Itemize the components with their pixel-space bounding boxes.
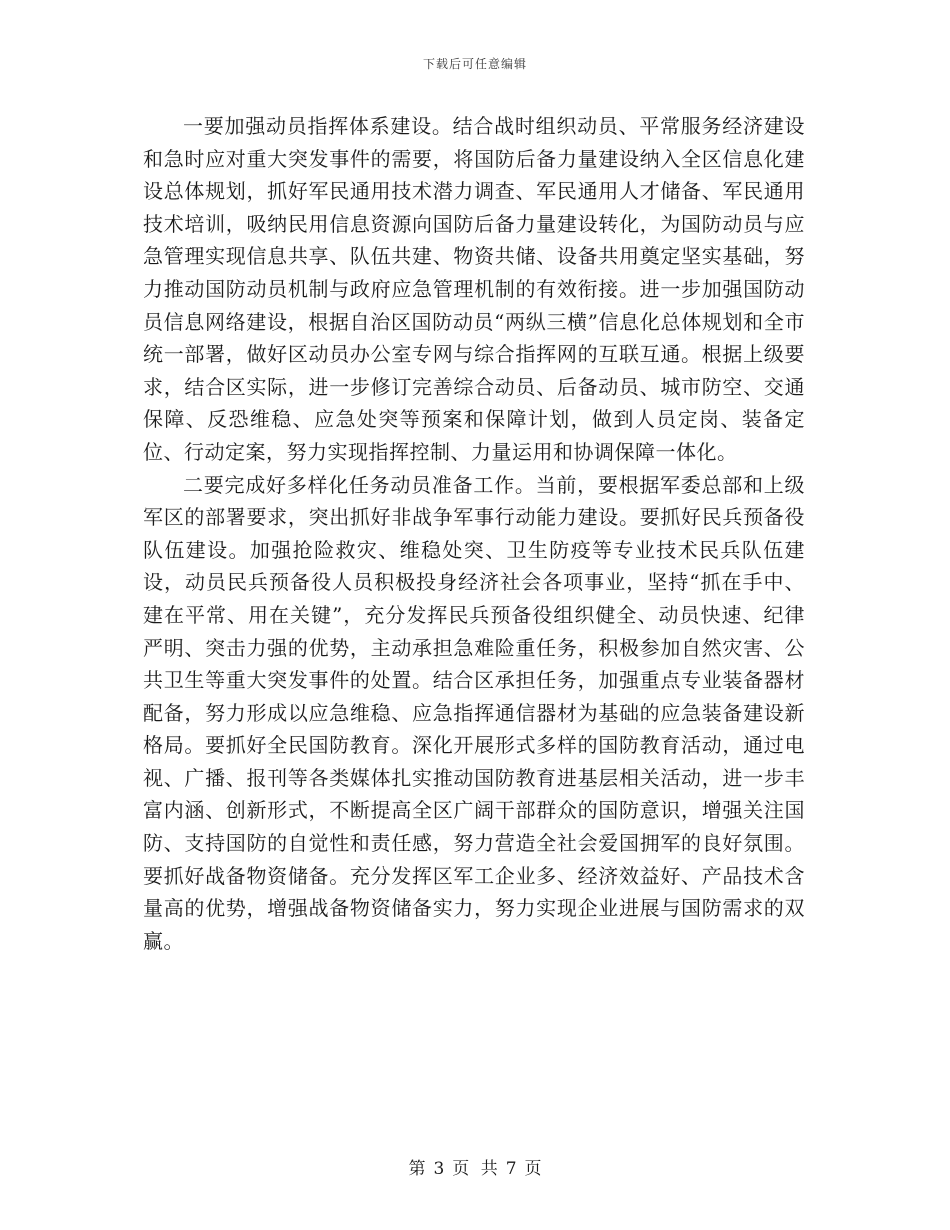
- total-page-number: 7: [505, 1159, 517, 1179]
- document-body: [143, 110, 805, 957]
- footer-prefix: 第: [408, 1159, 426, 1179]
- page-number-footer: [0, 1154, 950, 1179]
- footer-middle: 页 共: [452, 1159, 498, 1179]
- footer-suffix: 页: [524, 1159, 542, 1179]
- header-note: 下载后可任意编辑: [422, 57, 527, 71]
- paragraph-1: 一要加强动员指挥体系建设。结合战时组织动员、平常服务经济建设和急时应对重大突发事件的需要，将国防后备力量建设纳入全区信息化建设总体规划，抓好军民通用技术潜力调查、军民通用人才储备、军民通用技术培训，吸纳民用信息资源向国防后备力量建设转化，为国防动员与应急管理实现信息共享、队伍共建、物资共储、设备共用奠定坚实基础，努力推动国防动员机制与政府应急管理机制的有效衔接。进一步加强国防动员信息网络建设，根据自治区国防动员“两纵三横”信息化总体规划和全市统一部署，做好区动员办公室专网与综合指挥网的互联互通。根据上级要求，结合区实际，进一步修订完善综合动员、后备动员、城市防空、交通保障、反恐维稳、应急处突等预案和保障计划，做到人员定岗、装备定位、行动定案，努力实现指挥控制、力量运用和协调保障一体化。: [143, 114, 805, 464]
- paragraph-2: 二要完成好多样化任务动员准备工作。当前，要根据军委总部和上级军区的部署要求，突出抓好非战争军事行动能力建设。要抓好民兵预备役队伍建设。加强抢险救灾、维稳处突、卫生防疫等专业技术民兵队伍建设，动员民兵预备役人员积极投身经济社会各项事业，坚持“抓在手中、建在平常、用在关键”，充分发挥民兵预备役组织健全、动员快速、纪律严明、突击力强的优势，主动承担急难险重任务，积极参加自然灾害、公共卫生等重大突发事件的处置。结合区承担任务，加强重点专业装备器材配备，努力形成以应急维稳、应急指挥通信器材为基础的应急装备建设新格局。要抓好全民国防教育。深化开展形式多样的国防教育活动，通过电视、广播、报刊等各类媒体扎实推动国防教育进基层相关活动，进一步丰富内涵、创新形式，不断提高全区广阔干部群众的国防意识，增强关注国防、支持国防的自觉性和责任感，努力营造全社会爱国拥军的良好氛围。要抓好战备物资储备。充分发挥区军工企业多、经济效益好、产品技术含量高的优势，增强战备物资储备实力，努力实现企业进展与国防需求的双赢。: [143, 472, 805, 953]
- current-page-number: 3: [433, 1159, 445, 1179]
